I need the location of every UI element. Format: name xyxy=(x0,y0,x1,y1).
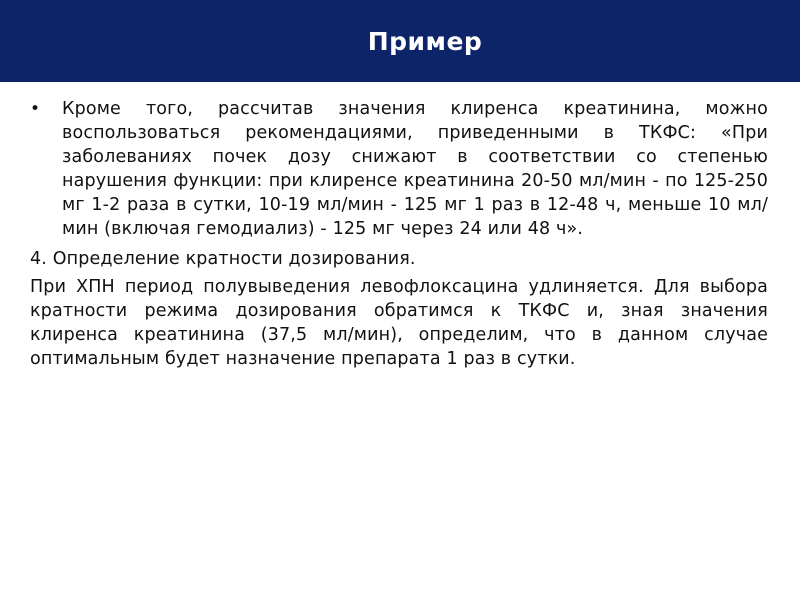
bullet-text: Кроме того, рассчитав значения клиренса креатинина, можно воспользоваться рекомендациями, приведенными в ТКФС: «При заболеваниях почек дозу снижают в соответствии со степенью нарушения функции: при клиренсе креатинина 20-50 мл/мин - по 125-250 мг 1-2 раза в сутки, 10-19 мл/мин - 125 мг 1 раз в 12-48 ч, меньше 10 мл/мин (включая гемодиализ) - 125 мг через 24 или 48 ч». xyxy=(62,99,768,239)
slide-content xyxy=(30,97,768,375)
step-heading: 4. Определение кратности дозирования. xyxy=(30,249,416,269)
slide-title: Пример xyxy=(367,27,483,56)
bullet-icon: • xyxy=(30,99,41,119)
title-banner xyxy=(0,0,800,82)
bullet-item xyxy=(30,97,768,241)
conclusion-paragraph: При ХПН период полувыведения левофлоксацина удлиняется. Для выбора кратности режима дозирования обратимся к ТКФС и, зная значения клиренса креатинина (37,5 мл/мин), определим, что в данном случае оптимальным будет назначение препарата 1 раз в сутки. xyxy=(30,277,768,369)
